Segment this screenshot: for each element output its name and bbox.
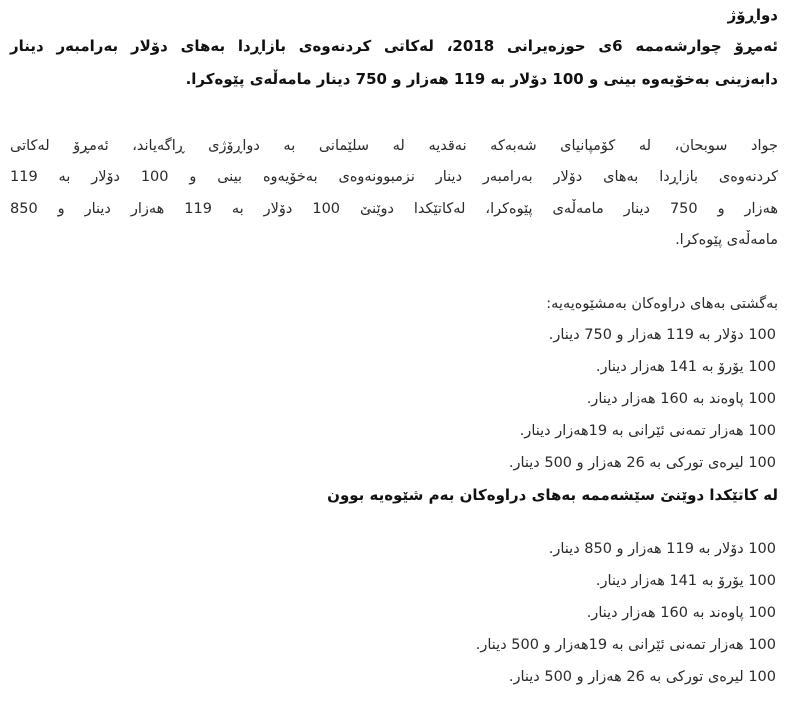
lead-line-2: دابەزینی بەخۆیەوە بینی و 100 دۆلار بە 119 هەزار و 750 دینار مامەڵەی پێوەکرا. bbox=[185, 70, 778, 88]
yesterday-rate-item: 100 هەزار تمەنی ئێرانی بە 19هەزار و 500 دینار. bbox=[475, 637, 776, 653]
today-rate-item: 100 یۆرۆ بە 141 هەزار دینار. bbox=[595, 359, 776, 375]
today-rate-item: 100 هەزار تمەنی ئێرانی بە 19هەزار دینار. bbox=[519, 423, 776, 439]
today-rate-item: 100 لیرەی تورکی بە 26 هەزار و 500 دینار. bbox=[508, 455, 776, 471]
yesterday-rate-item: 100 یۆرۆ بە 141 هەزار دینار. bbox=[595, 573, 776, 589]
body-line-4: مامەڵەی پێوەکرا. bbox=[675, 232, 778, 248]
yesterday-rate-item: 100 پاوەند بە 160 هەزار دینار. bbox=[586, 605, 776, 621]
today-rate-item: 100 پاوەند بە 160 هەزار دینار. bbox=[586, 391, 776, 407]
lead-line-1: ئەمڕۆ چوارشەممە 6ی حوزەیرانی 2018، لەکاتی کردنەوەی بازاڕدا بەهای دۆلار بەرامبەر دینار bbox=[10, 37, 778, 55]
list-intro: بەگشتی بەهای دراوەکان بەمشێوەیەیە: bbox=[546, 296, 778, 312]
article-heading: دواڕۆژ bbox=[727, 6, 778, 24]
body-line-2: کردنەوەی بازاڕدا بەهای دۆلار بەرامبەر دینار نزمبوونەوەی بەخۆیەوە بینی و 100 دۆلار بە 119 bbox=[10, 169, 778, 185]
today-rate-item: 100 دۆلار بە 119 هەزار و 750 دینار. bbox=[548, 327, 776, 343]
body-line-3: هەزار و 750 دینار مامەڵەی پێوەکرا، لەکاتێکدا دوێنێ 100 دۆلار بە 119 هەزار دینار و 850 bbox=[10, 201, 778, 217]
yesterday-heading: لە کاتێکدا دوێنێ سێشەممە بەهای دراوەکان بەم شێوەیە بوون bbox=[327, 486, 778, 504]
yesterday-rate-item: 100 لیرەی تورکی بە 26 هەزار و 500 دینار. bbox=[508, 669, 776, 685]
yesterday-rate-item: 100 دۆلار بە 119 هەزار و 850 دینار. bbox=[548, 541, 776, 557]
body-line-1: جواد سوبحان، لە کۆمپانیای شەبەکە نەقدیە لە سلێمانی بە دواڕۆژی ڕاگەیاند، ئەمڕۆ لەکاتی bbox=[10, 138, 778, 154]
